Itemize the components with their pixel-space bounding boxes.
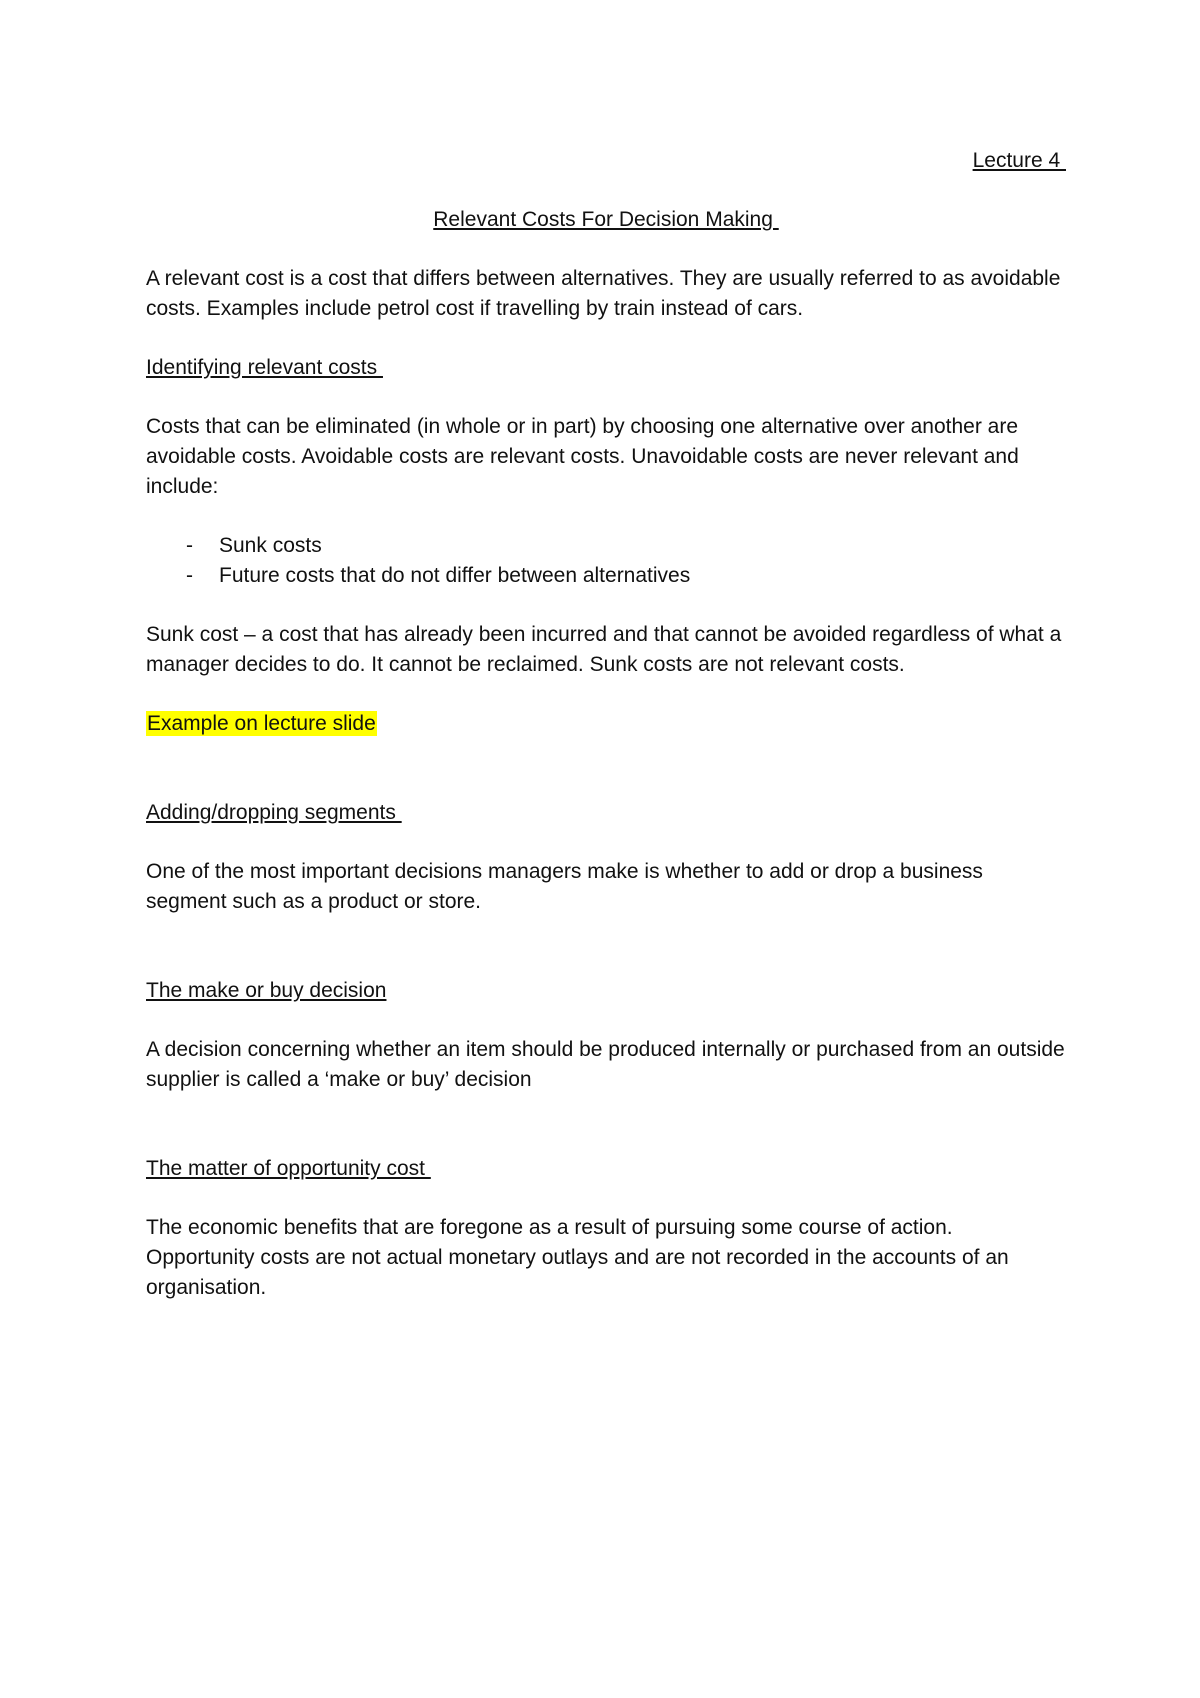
- heading-make-or-buy: The make or buy decision: [146, 979, 387, 1002]
- segments-paragraph: One of the most important decisions managers make is whether to add or drop a business segment such as a product or store.: [146, 860, 983, 913]
- opportunity-cost-paragraph: The economic benefits that are foregone as a result of pursuing some course of action. Opportunity costs are not actual monetary outlays and are not recorded in the accounts of an organisation.: [146, 1216, 1009, 1299]
- sunk-cost-paragraph: Sunk cost – a cost that has already been incurred and that cannot be avoided regardless of what a manager decides to do. It cannot be reclaimed. Sunk costs are not relevant costs.: [146, 623, 1062, 676]
- unavoidable-costs-list: [146, 531, 1066, 591]
- list-item: [146, 561, 1066, 591]
- list-dash: -: [186, 534, 193, 557]
- make-or-buy-paragraph: A decision concerning whether an item should be produced internally or purchased from an outside supplier is called a ‘make or buy’ decision: [146, 1038, 1065, 1091]
- heading-identifying-relevant-costs: Identifying relevant costs: [146, 356, 383, 379]
- document-body: [146, 140, 1066, 1303]
- heading-adding-dropping-segments: Adding/dropping segments: [146, 801, 402, 824]
- list-item-text: Sunk costs: [219, 534, 322, 557]
- highlighted-note-text: Example on lecture slide: [147, 712, 376, 735]
- list-item: [146, 531, 1066, 561]
- highlighted-note: [146, 709, 1066, 739]
- document-title: Relevant Costs For Decision Making: [433, 208, 779, 231]
- list-dash: -: [186, 564, 193, 587]
- identifying-paragraph: Costs that can be eliminated (in whole or in part) by choosing one alternative over another are avoidable costs. Avoidable costs are relevant costs. Unavoidable costs are never relevant and include:: [146, 415, 1019, 498]
- list-item-text: Future costs that do not differ between alternatives: [219, 564, 691, 587]
- intro-paragraph: A relevant cost is a cost that differs between alternatives. They are usually referred to as avoidable costs. Examples include petrol cost if travelling by train instead of cars.: [146, 267, 1061, 320]
- heading-opportunity-cost: The matter of opportunity cost: [146, 1157, 431, 1180]
- lecture-label: Lecture 4: [972, 149, 1066, 172]
